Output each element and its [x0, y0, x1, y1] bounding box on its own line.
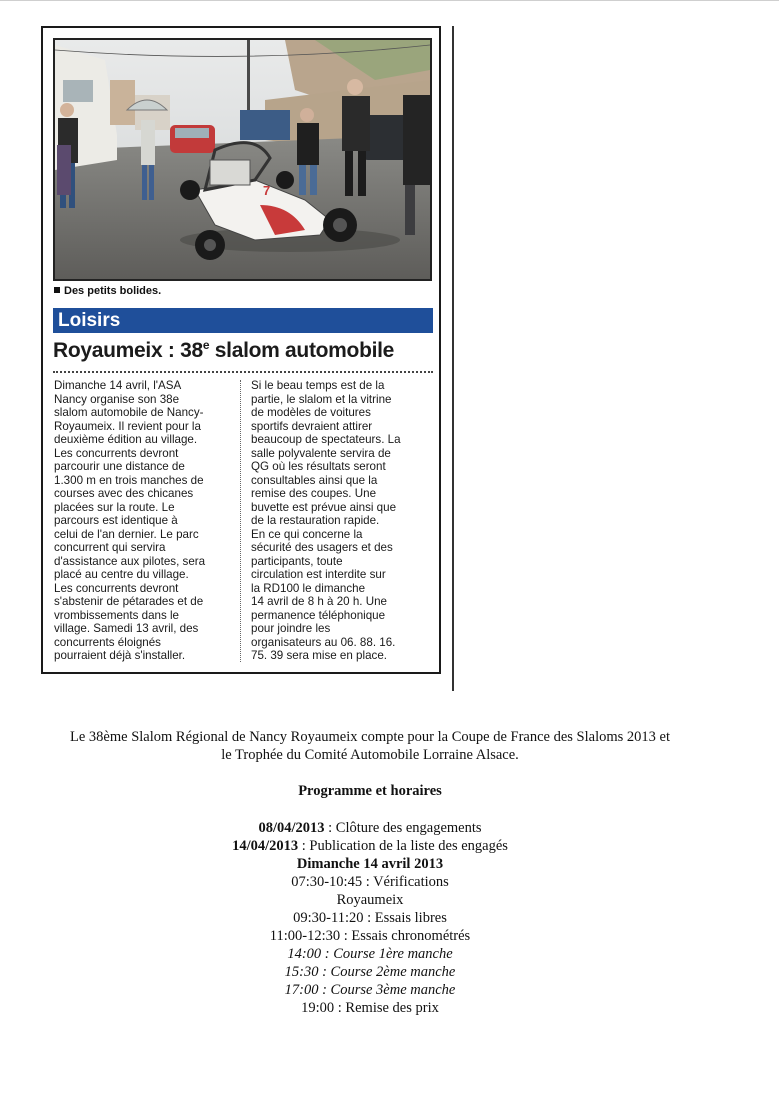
- schedule-row: Royaumeix: [336, 892, 404, 908]
- schedule-row: 11:00-12:30 : Essais chronométrés: [269, 928, 471, 944]
- top-border: [0, 0, 779, 1]
- caption-text: Des petits bolides.: [64, 285, 162, 297]
- vertical-rule: [452, 26, 454, 691]
- intro-line-2: le Trophée du Comité Automobile Lorraine Alsace.: [221, 747, 519, 763]
- schedule-date: 14/04/2013: [232, 838, 299, 854]
- photo-caption: [54, 285, 161, 297]
- schedule-race-row: 17:00 : Course 3ème manche: [284, 982, 456, 998]
- headline-superscript: e: [202, 338, 210, 352]
- schedule-row: 07:30-10:45 : Vérifications: [291, 874, 449, 890]
- schedule-race-row: 14:00 : Course 1ère manche: [287, 946, 453, 962]
- schedule-row: [20, 819, 720, 837]
- programme-title: Programme et horaires: [298, 783, 442, 799]
- schedule-row: [20, 837, 720, 855]
- schedule-day-heading: Dimanche 14 avril 2013: [296, 856, 444, 872]
- schedule-date: 08/04/2013: [258, 820, 325, 836]
- article-column-left: Dimanche 14 avril, l'ASA Nancy organise son 38e slalom automobile de Nancy- Royaumeix. Il revient pour la deuxième édition au village. Les concurrents devront parcourir une distance de 1.300 m en trois manches de courses avec des chicanes placées sur la route. Le parcours est identique à celui de l'an dernier. Le parc concurrent qui servira d'assistance aux pilotes, sera placé au centre du village. Les concurrents devront s'abstenir de pétarades et de vrombissements dans le village. Samedi 13 avril, des concurrents éloignés pourraient déjà s'installer.: [54, 379, 206, 662]
- article-headline: [53, 338, 438, 363]
- schedule-text: : Publication de la liste des engagés: [298, 838, 508, 854]
- race-car-photo: [53, 38, 432, 281]
- headline-divider: [53, 371, 433, 373]
- car-number: 7: [263, 183, 271, 198]
- intro-line-1: Le 38ème Slalom Régional de Nancy Royaumeix compte pour la Coupe de France des Slaloms 2013 et: [70, 729, 670, 745]
- article-column-right: Si le beau temps est de la partie, le slalom et la vitrine de modèles de voitures sportifs devraient attirer beaucoup de spectateurs. La salle polyvalente servira de QG où les résultats seront consultables ainsi que la remise des coupes. Une buvette est prévue ainsi que de la restauration rapide. En ce qui concerne la sécurité des usagers et des participants, toute circulation est interdite sur la RD100 le dimanche 14 avril de 8 h à 20 h. Une permanence téléphonique pour joindre les organisateurs au 06. 88. 16. 75. 39 sera mise en place.: [251, 379, 401, 662]
- schedule-text: : Clôture des engagements: [324, 820, 482, 836]
- schedule-row: 09:30-11:20 : Essais libres: [293, 910, 447, 926]
- newspaper-clipping: [41, 26, 441, 674]
- section-rubric: Loisirs: [53, 308, 433, 333]
- headline-end: slalom automobile: [209, 339, 395, 362]
- headline-main: Royaumeix : 38: [53, 339, 203, 362]
- caption-bullet-icon: [54, 287, 60, 293]
- photo-illustration: [55, 40, 430, 279]
- intro-paragraph: [20, 728, 720, 764]
- programme-schedule: [20, 819, 720, 1017]
- schedule-row: 19:00 : Remise des prix: [301, 1000, 439, 1016]
- column-separator: [240, 380, 241, 662]
- schedule-race-row: 15:30 : Course 2ème manche: [284, 964, 456, 980]
